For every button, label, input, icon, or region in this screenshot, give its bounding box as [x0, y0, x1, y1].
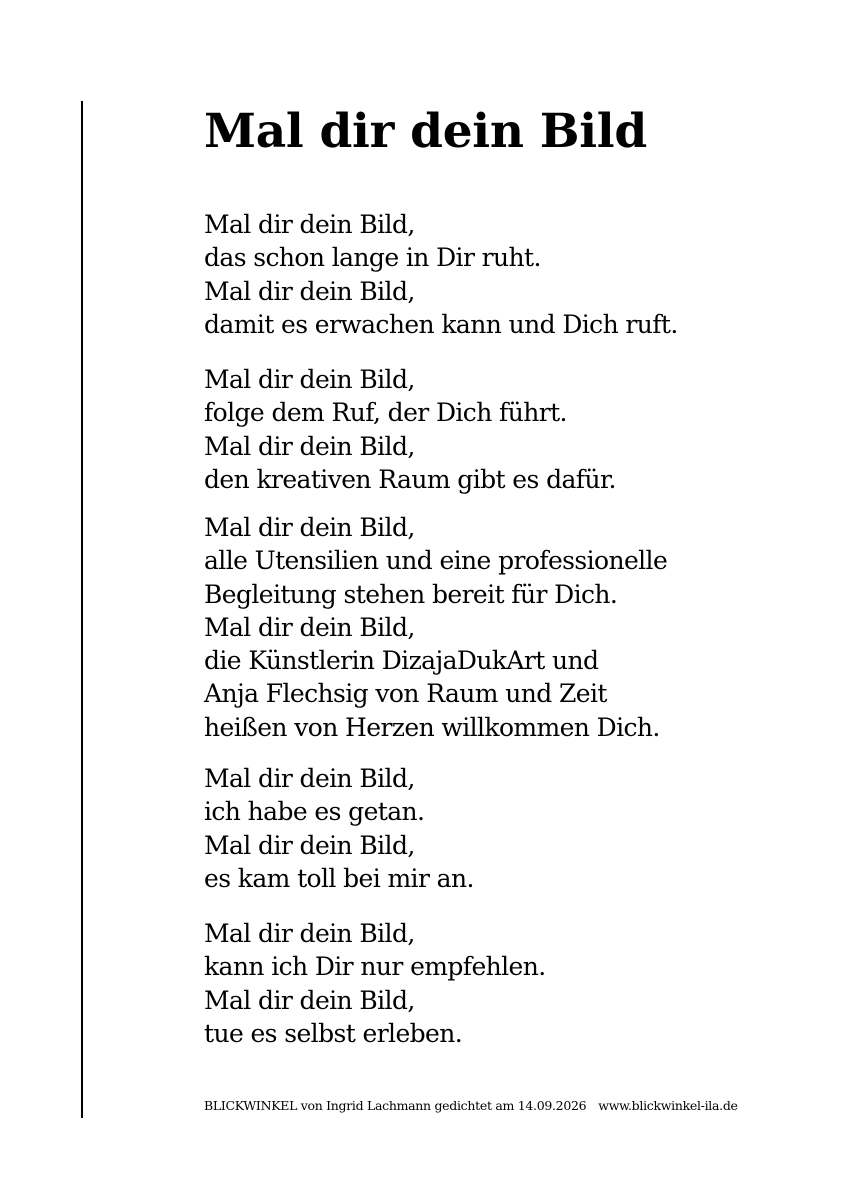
poem-line: Mal dir dein Bild, — [204, 431, 415, 461]
poem-line: Mal dir dein Bild, — [204, 210, 415, 239]
poem-title: Mal dir dein Bild — [204, 104, 647, 159]
poem-line: ich habe es getan. — [204, 797, 425, 827]
poem-line: tue es selbst erleben. — [204, 1018, 463, 1048]
poem-line: kann ich Dir nur empfehlen. — [204, 952, 546, 982]
margin-rule — [81, 101, 83, 1118]
poem-stanza-2 — [204, 363, 616, 496]
poem-line: heißen von Herzen willkommen Dich. — [204, 712, 660, 742]
poem-stanza-4 — [204, 762, 474, 895]
poem-line: Mal dir dein Bild, — [204, 764, 415, 793]
poem-line: Mal dir dein Bild, — [204, 513, 415, 542]
footer-website: www.blickwinkel-ila.de — [598, 1098, 738, 1113]
poem-line: die Künstlerin DizajaDukArt und — [204, 646, 599, 676]
poem-line: folge dem Ruf, der Dich führt. — [204, 398, 567, 428]
poem-stanza-5 — [204, 917, 546, 1050]
poem-line: damit es erwachen kann und Dich ruft. — [204, 309, 678, 339]
poem-stanza-1 — [204, 208, 678, 341]
poem-line: alle Utensilien und eine professionelle — [204, 546, 668, 576]
poem-line: Mal dir dein Bild, — [204, 365, 415, 394]
page-footer — [204, 1098, 738, 1114]
poem-line: das schon lange in Dir ruht. — [204, 243, 541, 273]
footer-credit: BLICKWINKEL von Ingrid Lachmann gedichtet am 14.09.2026 — [204, 1098, 587, 1113]
poem-line: Mal dir dein Bild, — [204, 985, 415, 1015]
poem-line: Begleitung stehen bereit für Dich. — [204, 579, 618, 609]
poem-stanza-3 — [204, 511, 667, 744]
poem-line: Anja Flechsig von Raum und Zeit — [204, 679, 607, 709]
poem-line: Mal dir dein Bild, — [204, 919, 415, 948]
poem-line: Mal dir dein Bild, — [204, 830, 415, 860]
poem-line: es kam toll bei mir an. — [204, 863, 474, 893]
poem-line: Mal dir dein Bild, — [204, 612, 415, 642]
poem-line: Mal dir dein Bild, — [204, 276, 415, 306]
poem-line: den kreativen Raum gibt es dafür. — [204, 464, 616, 494]
